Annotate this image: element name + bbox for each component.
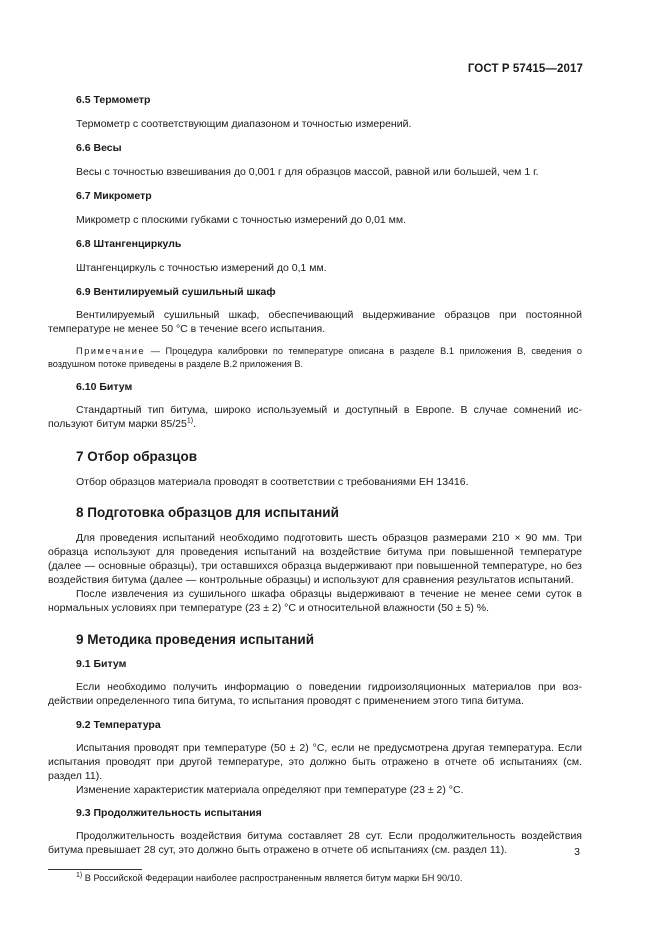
footnote-divider	[48, 869, 142, 870]
note-text: — Процедура калибровки по температуре описана в разделе В.1 приложения В, сведения о воздушном потоке приведены в разделе В.2 приложения В.	[48, 346, 582, 369]
section-6-8-title: 6.8 Штангенциркуль	[76, 238, 182, 250]
section-6-9-title: 6.9 Вентилируемый сушильный шкаф	[76, 286, 276, 298]
section-8-paragraph-2: После извлечения из сушильного шкафа образцы выдерживают в течение не менее семи суток в нормальных условиях при температуре (23 ± 2) °С и относительной влажности (50 ± 5) %.	[48, 588, 582, 614]
section-6-10-title: 6.10 Битум	[76, 381, 133, 393]
page-number: 3	[574, 846, 580, 858]
section-6-5-text: Термометр с соответствующим диапазоном и точностью измерений.	[76, 118, 412, 130]
section-6-5-title: 6.5 Термометр	[76, 94, 151, 106]
section-9-2-title: 9.2 Температура	[76, 719, 161, 731]
section-6-9-text: Вентилируемый сушильный шкаф, обеспечивающий выдерживание образцов при постоянной температуре не менее 50 °С в течение всего испытания.	[48, 309, 582, 335]
section-6-10-end: .	[193, 418, 196, 430]
section-9-1-text: Если необходимо получить информацию о поведении гидроизоляционных материалов при воздействии определенного типа битума, то испытания проводят с применением этого типа битума.	[48, 681, 582, 707]
section-9-3-title: 9.3 Продолжительность испытания	[76, 807, 262, 819]
footnote-reference: 1)	[186, 417, 194, 425]
footnote-marker: 1)	[76, 871, 83, 879]
footnote	[48, 872, 582, 884]
note-label: Примечание	[76, 346, 146, 356]
section-8-heading: 8 Подготовка образцов для испытаний	[76, 505, 339, 520]
standard-header: ГОСТ Р 57415—2017	[467, 63, 583, 75]
section-6-6-text: Весы с точностью взвешивания до 0,001 г для образцов массой, равной или большей, чем 1 г.	[76, 166, 539, 178]
page-content	[48, 93, 582, 884]
section-8-paragraph-1: Для проведения испытаний необходимо подготовить шесть образцов размерами 210 × 90 мм. Три образца используют для проведения испытаний на воздействие битума при повышенной температуре (далее — основные образцы), три оставшихся образца выдерживают при повышенной температуре, но без воздействия битума (далее — контрольные образцы) и используют для сравнения результатов испытаний.	[48, 532, 582, 586]
section-9-2-paragraph-1: Испытания проводят при температуре (50 ± 2) °С, если не предусмотрена другая температура. Если испытания проводят при другой температуре, это должно быть отражено в отчете об испытаниях (см. раздел 11).	[48, 742, 582, 782]
section-6-10-text	[48, 403, 582, 431]
footnote-text: В Российской Федерации наиболее распространенным является битум марки БН 90/10.	[82, 873, 463, 883]
section-6-6-title: 6.6 Весы	[76, 142, 122, 154]
section-7-text: Отбор образцов материала проводят в соответствии с требованиями ЕН 13416.	[76, 476, 469, 488]
section-7-heading: 7 Отбор образцов	[76, 449, 198, 464]
section-6-7-text: Микрометр с плоскими губками с точностью измерений до 0,01 мм.	[76, 214, 407, 226]
section-9-2-paragraph-2: Изменение характеристик материала определяют при температуре (23 ± 2) °С.	[76, 784, 464, 796]
section-9-heading: 9 Методика проведения испытаний	[76, 632, 315, 647]
section-9-3-text: Продолжительность воздействия битума составляет 28 сут. Если продолжительность воздействия битума превышает 28 сут, это должно быть отражено в отчете об испытаниях (см. раздел 11).	[48, 830, 582, 856]
section-6-9-note	[48, 345, 582, 371]
section-6-8-text: Штангенциркуль с точностью измерений до 0,1 мм.	[76, 262, 327, 274]
section-6-10-body: Стандартный тип битума, широко используемый и доступный в Европе. В случае сомнений используют битум марки 85/25	[48, 404, 582, 430]
section-9-1-title: 9.1 Битум	[76, 658, 127, 670]
section-6-7-title: 6.7 Микрометр	[76, 190, 152, 202]
